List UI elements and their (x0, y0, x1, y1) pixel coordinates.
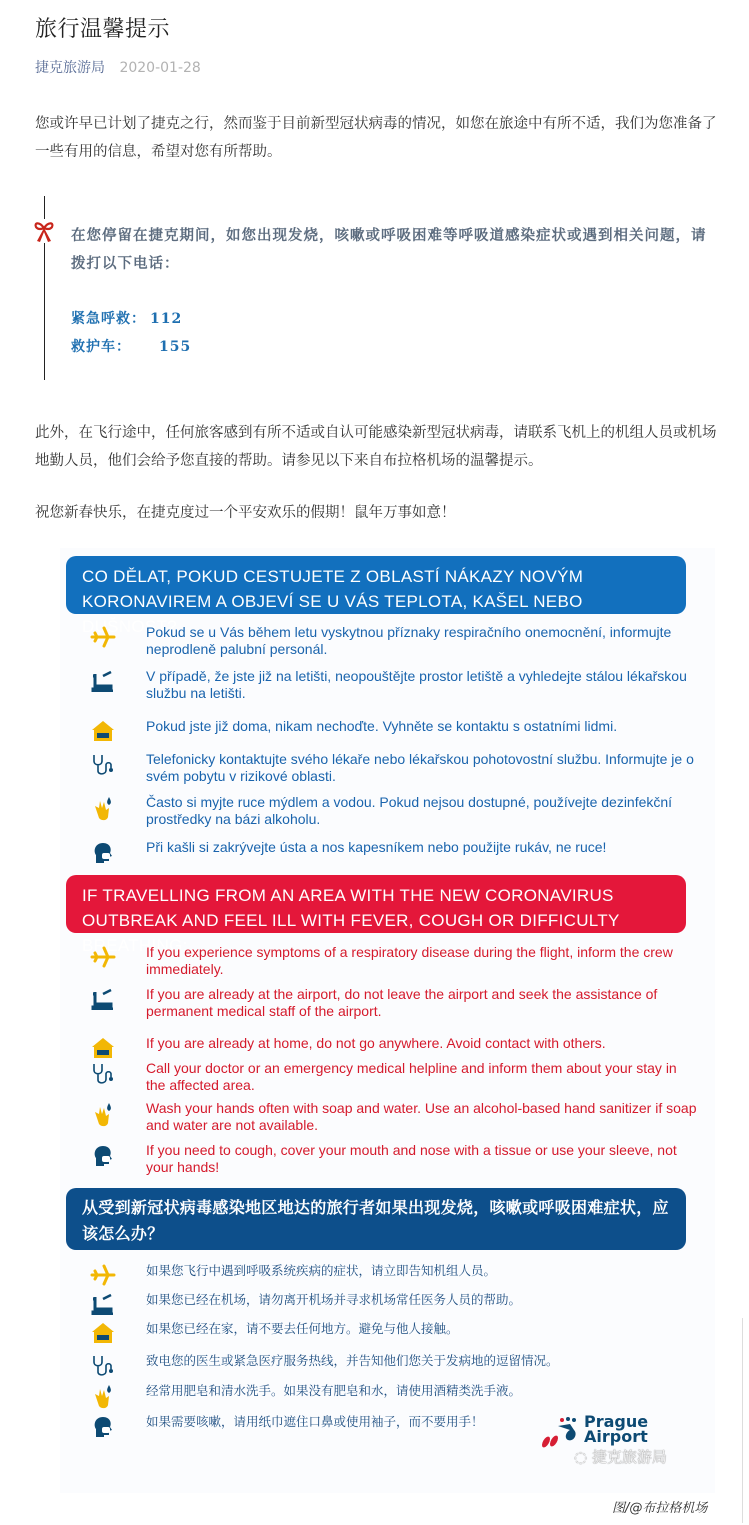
list-item (60, 668, 700, 702)
czech-heading-banner: CO DĚLAT, POKUD CESTUJETE Z OBLASTÍ NÁKAZY NOVÝM KORONAVIREM A OBJEVÍ SE U VÁS TEPLOTA, KAŠEL NEBO DUŠNOST? (66, 556, 686, 614)
watermark-text: 捷克旅游局 (591, 1448, 667, 1466)
airport-tower-icon (60, 1291, 146, 1315)
item-text: If you are already at the airport, do not leave the airport and seek the assistance of permanent medical staff of the airport. (146, 986, 658, 1019)
item-text: Při kašli si zakrývejte ústa a nos kapesníkem nebo použijte rukáv, ne ruce! (146, 839, 607, 855)
list-item (60, 944, 700, 978)
list-item (60, 1320, 700, 1344)
handwash-icon (60, 1382, 146, 1410)
red-ribbon-icon (33, 219, 55, 243)
greeting-paragraph: 祝您新春快乐，在捷克度过一个平安欢乐的假期！鼠年万事如意！ (35, 505, 456, 521)
item-text: 如果您已经在家，请不要去任何地方。避免与他人接触。 (146, 1321, 459, 1336)
list-item (60, 624, 700, 658)
airport-tower-icon (60, 986, 146, 1010)
item-text: V případě, že jste již na letišti, neopouštějte prostor letiště a vyhledejte stálou lékařskou službu na letišti. (146, 668, 687, 701)
flight-advice-paragraph: 此外，在飞行途中，任何旅客感到有所不适或自认可能感染新型冠状病毒，请联系飞机上的机组人员或机场地勤人员，他们会给予您直接的帮助。请参见以下来自布拉格机场的温馨提示。 (35, 425, 717, 469)
stethoscope-icon (60, 1060, 146, 1086)
item-text: If you experience symptoms of a respiratory disease during the flight, inform the crew immediately. (146, 944, 673, 977)
list-item (60, 839, 700, 865)
item-text: 如果您飞行中遇到呼吸系统疾病的症状，请立即告知机组人员。 (146, 1263, 497, 1278)
list-item (60, 751, 700, 785)
item-text: Wash your hands often with soap and water. Use an alcohol-based hand sanitizer if soap and water are not available. (146, 1100, 697, 1133)
item-text: If you are already at home, do not go anywhere. Avoid contact with others. (146, 1035, 606, 1051)
item-text: 致电您的医生或紧急医疗服务热线，并告知他们您关于发病地的逗留情况。 (146, 1353, 559, 1368)
stethoscope-icon (60, 751, 146, 777)
list-item (60, 1142, 700, 1176)
list-item (60, 1060, 700, 1094)
item-text: 经常用肥皂和清水洗手。如果没有肥皂和水，请使用酒精类洗手液。 (146, 1383, 522, 1398)
english-heading-banner: IF TRAVELLING FROM AN AREA WITH THE NEW CORONAVIRUS OUTBREAK AND FEEL ILL WITH FEVER, COUGH OR DIFFICULTY BREATHING: (66, 875, 686, 933)
item-text: Pokud jste již doma, nikam nechoďte. Vyhněte se kontaktu s ostatními lidmi. (146, 718, 618, 734)
phone-label: 紧急呼救： (71, 311, 146, 327)
phone-number[interactable]: 112 (150, 311, 183, 327)
item-text: Často si myjte ruce mýdlem a vodou. Pokud nejsou dostupné, používejte dezinfekční prostředky na bázi alkoholu. (146, 794, 673, 827)
list-item (60, 794, 700, 828)
item-text: 如果您已经在机场，请勿离开机场并寻求机场常任医务人员的帮助。 (146, 1292, 522, 1307)
phone-number[interactable]: 155 (159, 339, 192, 355)
list-item (60, 986, 700, 1020)
mask-face-icon (60, 1413, 146, 1439)
phone-ambulance (71, 336, 191, 356)
list-item (60, 1291, 700, 1315)
airport-tower-icon (60, 668, 146, 692)
list-item (60, 718, 700, 742)
home-bed-icon (60, 718, 146, 742)
image-caption: 图/@布拉格机场 (612, 1501, 708, 1516)
home-bed-icon (60, 1320, 146, 1344)
home-bed-icon (60, 1035, 146, 1059)
logo-line1: Prague (584, 1412, 649, 1431)
logo-line2: Airport (584, 1427, 648, 1446)
item-text: 如果需要咳嗽，请用纸巾遮住口鼻或使用袖子，而不要用手！ (146, 1414, 484, 1429)
article-meta (35, 57, 201, 77)
mask-face-icon (60, 839, 146, 865)
item-text: Telefonicky kontaktujte svého lékaře nebo lékařskou pohotovostní službu. Informujte je o svém pobytu v rizikové oblasti. (146, 751, 694, 784)
mask-face-icon (60, 1142, 146, 1168)
page-edge-divider (742, 1318, 743, 1523)
list-item (60, 1382, 700, 1410)
item-text: Call your doctor or an emergency medical helpline and inform them about your stay in the affected area. (146, 1060, 677, 1093)
publish-date: 2020-01-28 (119, 60, 201, 76)
airplane-icon (60, 1262, 146, 1286)
prague-airport-poster (60, 548, 715, 1493)
list-item (60, 1352, 700, 1378)
list-item (60, 1100, 700, 1134)
intro-paragraph: 您或许早已计划了捷克之行，然而鉴于目前新型冠状病毒的情况，如您在旅途中有所不适，我们为您准备了一些有用的信息，希望对您有所帮助。 (35, 116, 717, 160)
phone-label: 救护车： (71, 339, 131, 355)
article-title: 旅行温馨提示 (35, 17, 171, 42)
item-text: Pokud se u Vás během letu vyskytnou příznaky respiračního onemocnění, informujte neprodleně palubní personál. (146, 624, 672, 657)
author-link[interactable]: 捷克旅游局 (35, 60, 105, 76)
airplane-icon (60, 944, 146, 968)
list-item (60, 1035, 700, 1059)
airplane-icon (60, 624, 146, 648)
chinese-heading-banner: 从受到新冠状病毒感染地区地达的旅行者如果出现发烧，咳嗽或呼吸困难症状，应该怎么办？ (66, 1188, 686, 1250)
list-item (60, 1262, 700, 1286)
emergency-notice: 在您停留在捷克期间，如您出现发烧，咳嗽或呼吸困难等呼吸道感染症状或遇到相关问题，请拨打以下电话： (71, 227, 707, 272)
phone-emergency (71, 308, 182, 328)
item-text: If you need to cough, cover your mouth and nose with a tissue or use your sleeve, not your hands! (146, 1142, 677, 1175)
stethoscope-icon (60, 1352, 146, 1378)
wechat-watermark: ◌ 捷克旅游局 (574, 1448, 667, 1466)
handwash-icon (60, 794, 146, 822)
handwash-icon (60, 1100, 146, 1128)
